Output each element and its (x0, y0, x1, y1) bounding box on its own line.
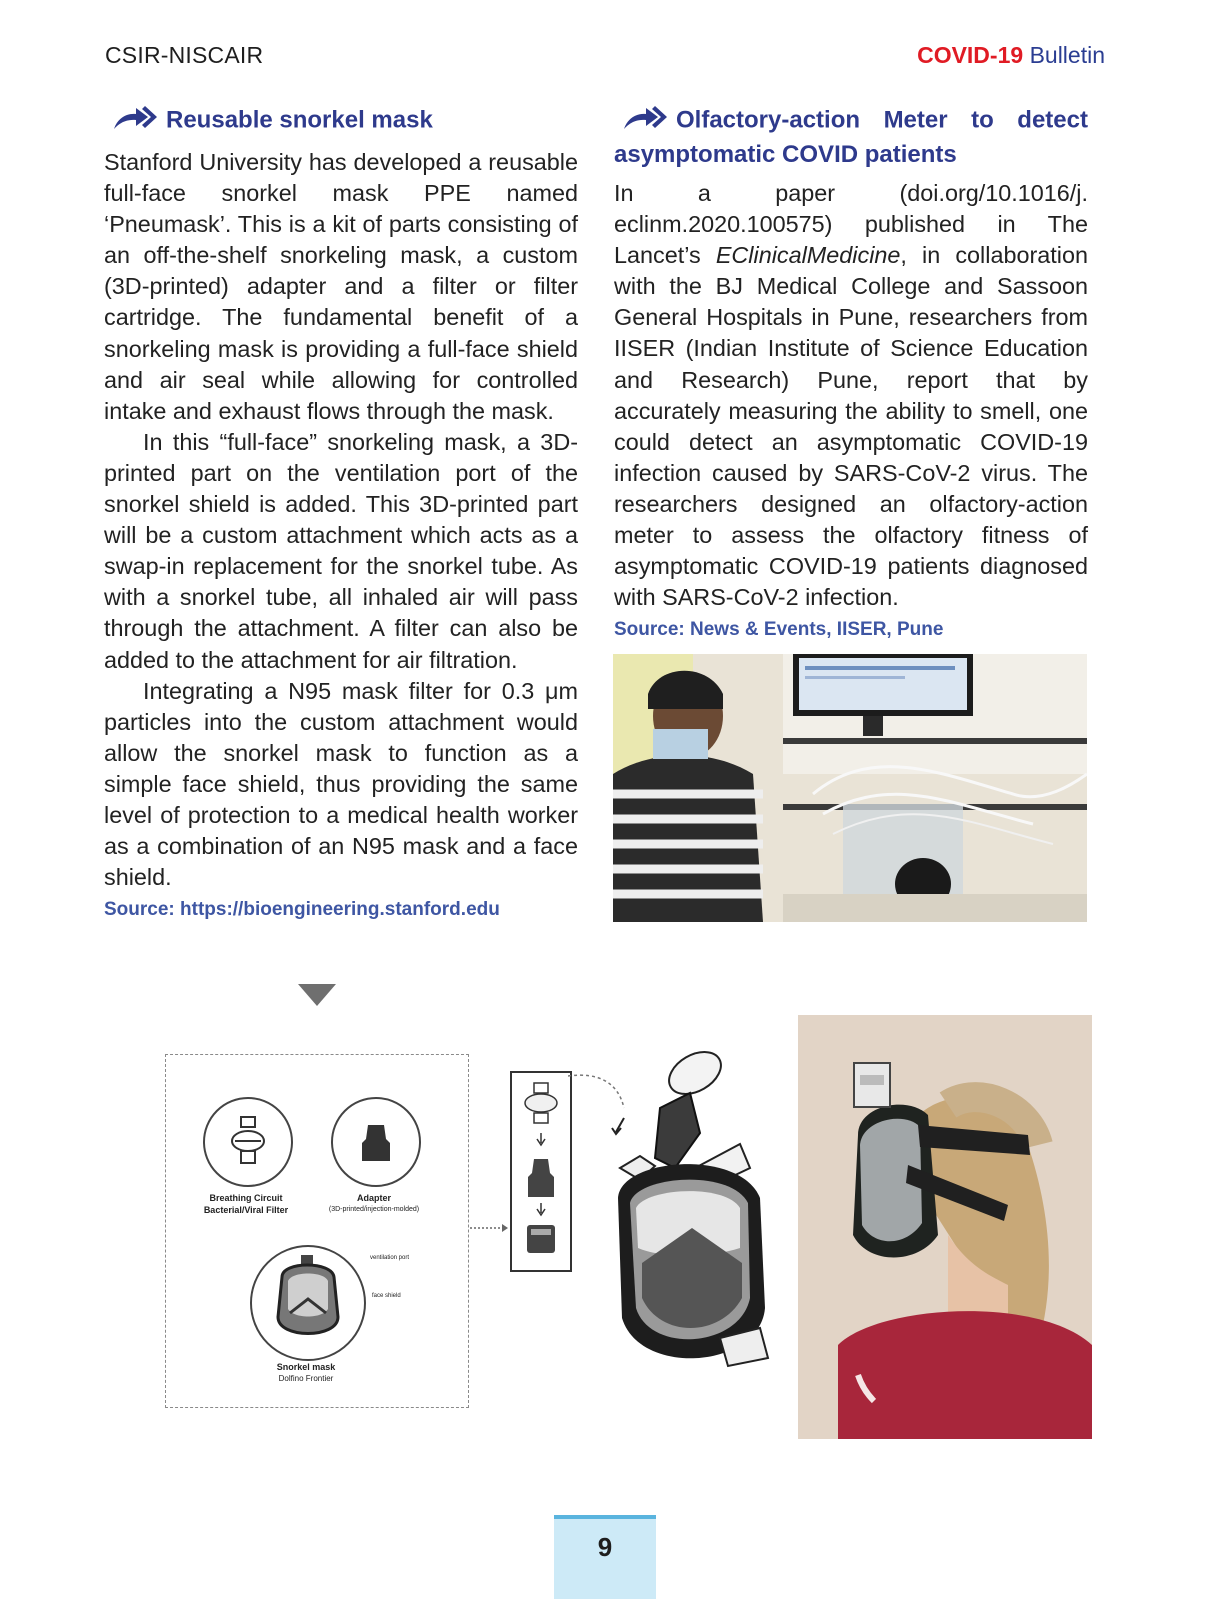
ventilation-port-label: ventilation port (370, 1255, 410, 1261)
publisher-name: CSIR-NISCAIR (105, 42, 264, 68)
exploded-parts-box (510, 1071, 572, 1272)
left-paragraph-2: In this “full-face” snorkeling mask, a 3D-printed part on the ventilation port of the snorkel shield is added. This 3D-printed part will be a custom attachment which acts as a swap-in replacement for the snorkel tube. As with a snorkel tube, all inhaled air will pass through the attachment. A filter can also be added to the attachment for air filtration. (104, 428, 578, 673)
snorkel-mask-circle (250, 1245, 366, 1361)
journal-name: EClinicalMedicine (715, 242, 901, 269)
filter-circle (203, 1097, 293, 1187)
right-article-title-row (614, 103, 1088, 170)
bulletin-covid: COVID-19 (917, 42, 1024, 68)
pneumask-diagram (165, 1054, 469, 1408)
connector-arrow-icon (470, 1220, 510, 1238)
adapter-circle (331, 1097, 421, 1187)
down-triangle-icon (298, 984, 336, 1011)
snorkel-label (246, 1361, 366, 1385)
filter-label-line-2: Bacterial/Viral Filter (203, 1205, 289, 1215)
snorkel-label-line-1: Snorkel mask (276, 1362, 336, 1372)
left-article-source: Source: https://bioengineering.stanford.edu (104, 899, 500, 921)
left-article-title: Reusable snorkel mask (166, 106, 433, 134)
right-article-body (614, 178, 1088, 613)
left-article-title-row (104, 103, 578, 139)
filter-label-line-1: Breathing Circuit (209, 1193, 283, 1203)
page-number: 9 (554, 1515, 656, 1599)
right-body-after: , in collaboration with the BJ Medical College and Sassoon General Hospitals in Pune, researchers from IISER (Indian Institute of Science Education and Research) Pune, report that by accurately measuring the ability to smell, one could detect an asymptomatic COVID-19 infection caused by SARS-CoV-2 virus. The researchers designed an olfactory-action meter to assess the olfactory fitness of asymptomatic COVID-19 patients diagnosed with SARS-CoV-2 infection. (614, 242, 1088, 611)
adapter-label-line-1: Adapter (356, 1193, 391, 1203)
right-article-source: Source: News & Events, IISER, Pune (614, 619, 944, 641)
filter-label (176, 1192, 316, 1216)
snorkel-label-line-2: Dolfino Frontier (278, 1374, 334, 1383)
left-paragraph-1: Stanford University has developed a reusable full-face snorkel mask PPE named ‘Pneumask’. This is a kit of parts consisting of an off-the-shelf snorkeling mask, a custom (3D-printed) adapter and a filter or filter cartridge. The fundamental benefit of a snorkeling mask is providing a full-face shield and air seal while allowing for controlled intake and exhaust flows through the mask. (104, 149, 578, 424)
face-shield-label: face shield (372, 1293, 401, 1299)
left-article (104, 103, 578, 921)
parts-stack-icon (512, 1073, 570, 1270)
left-article-body (104, 147, 578, 893)
right-body-before: In a paper (doi.org/10.1016/j. eclinm.2020.100575) published in The Lancet’s (614, 180, 1088, 269)
right-article (614, 103, 1088, 641)
right-paragraph-1 (614, 178, 1088, 613)
assembled-mask-illustration (600, 1048, 782, 1398)
person-wearing-pneumask-photo (798, 1015, 1092, 1439)
adapter-label (304, 1192, 444, 1216)
filter-icon (205, 1099, 291, 1185)
arrow-icon (622, 103, 670, 139)
olfactory-meter-photo (613, 654, 1087, 922)
bulletin-title (917, 42, 1105, 69)
adapter-label-line-2: (3D-printed/injection-molded) (328, 1206, 420, 1213)
left-paragraph-3: Integrating a N95 mask filter for 0.3 μm particles into the custom attachment would allow the snorkel mask to function as a simple face shield, thus providing the same level of protection to a medical health worker as a combination of an N95 mask and a face shield. (104, 677, 578, 891)
snorkel-mask-icon (252, 1247, 364, 1359)
right-article-title: Olfactory-action Meter to detect asymptomatic COVID patients (614, 106, 1088, 168)
adapter-icon (333, 1099, 419, 1185)
arrow-icon (112, 103, 160, 139)
bulletin-word: Bulletin (1029, 42, 1105, 68)
